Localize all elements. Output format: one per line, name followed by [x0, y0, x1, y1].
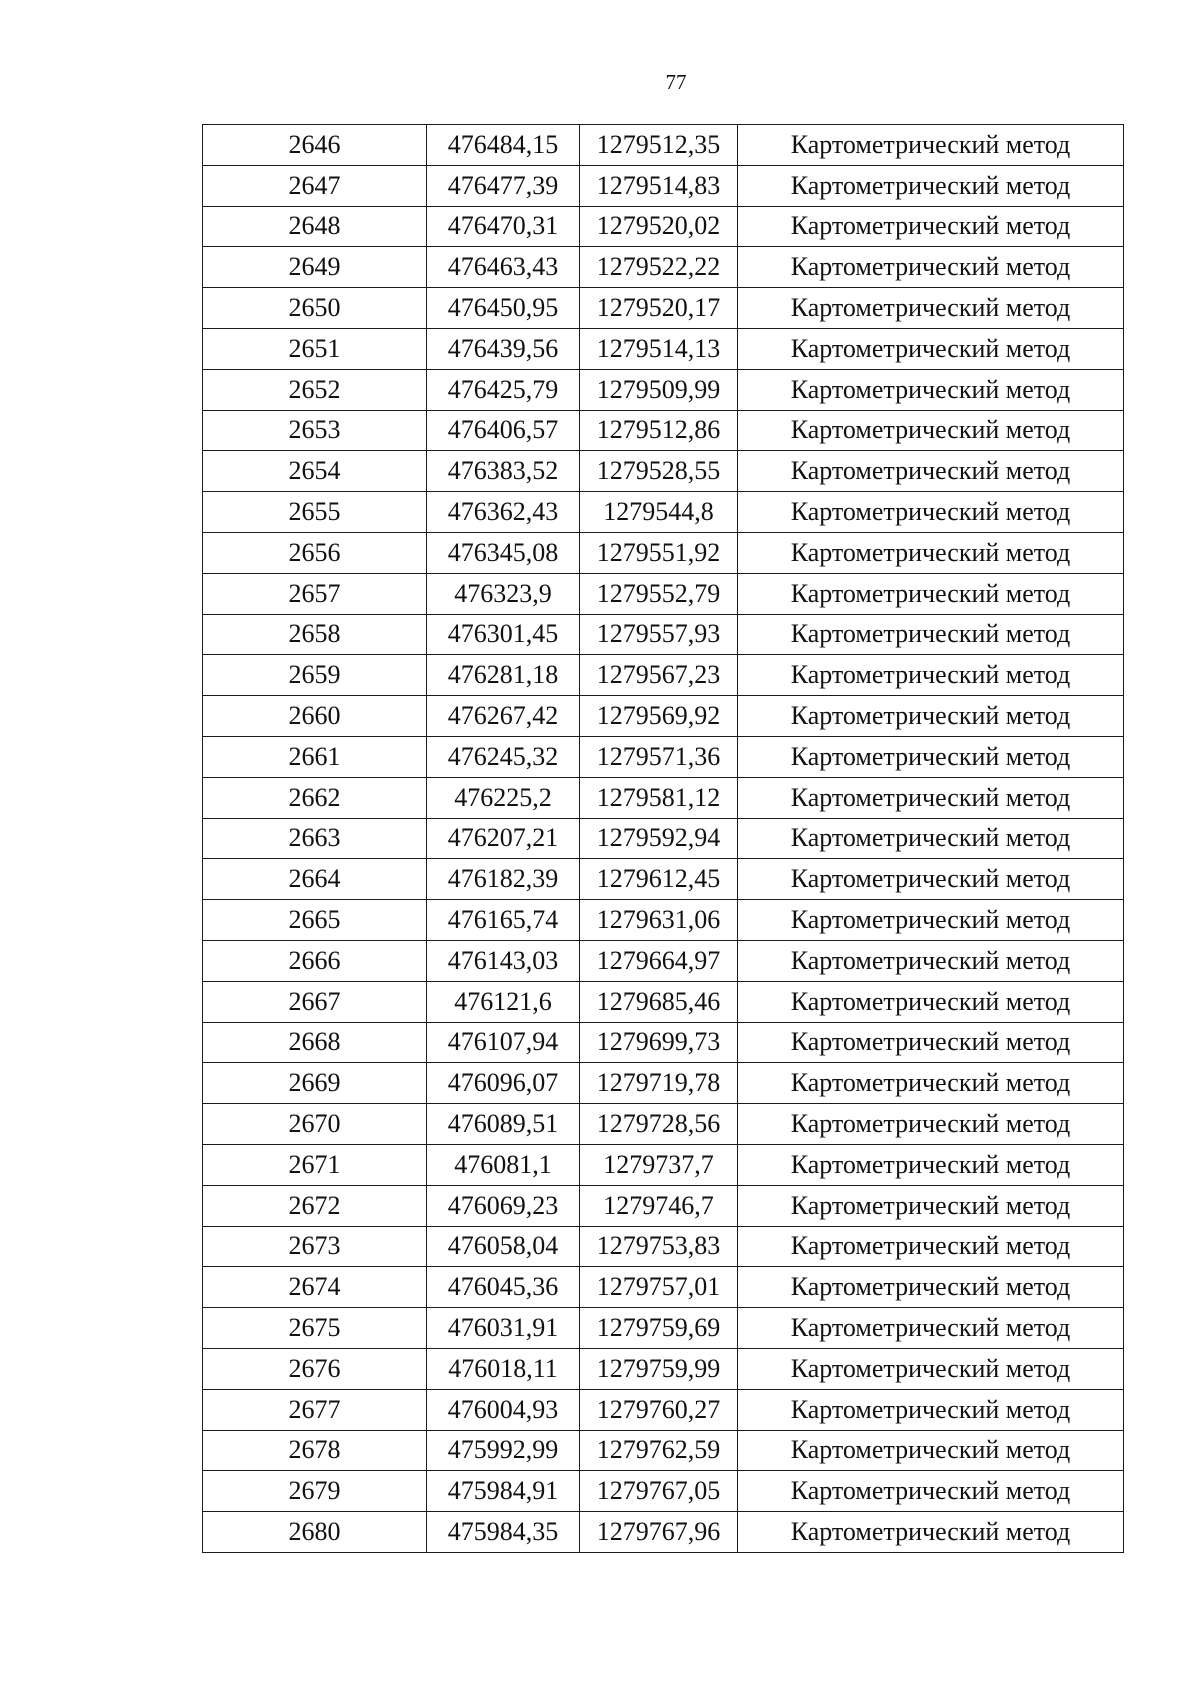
x-coordinate-cell: 476439,56	[427, 328, 580, 369]
point-number-cell: 2679	[203, 1471, 427, 1512]
y-coordinate-cell: 1279753,83	[580, 1226, 738, 1267]
x-coordinate-cell: 475984,91	[427, 1471, 580, 1512]
point-number-cell: 2651	[203, 328, 427, 369]
method-cell: Картометрический метод	[738, 818, 1124, 859]
x-coordinate-cell: 476182,39	[427, 859, 580, 900]
table-row	[203, 818, 1124, 859]
x-coordinate-cell: 476081,1	[427, 1144, 580, 1185]
x-coordinate-cell: 475984,35	[427, 1512, 580, 1553]
point-number-cell: 2678	[203, 1430, 427, 1471]
table-row	[203, 900, 1124, 941]
method-cell: Картометрический метод	[738, 451, 1124, 492]
x-coordinate-cell: 476463,43	[427, 247, 580, 288]
y-coordinate-cell: 1279520,02	[580, 206, 738, 247]
coordinates-table	[202, 124, 1124, 1553]
method-cell: Картометрический метод	[738, 1348, 1124, 1389]
table-row	[203, 736, 1124, 777]
method-cell: Картометрический метод	[738, 328, 1124, 369]
method-cell: Картометрический метод	[738, 940, 1124, 981]
x-coordinate-cell: 475992,99	[427, 1430, 580, 1471]
point-number-cell: 2647	[203, 165, 427, 206]
point-number-cell: 2656	[203, 532, 427, 573]
table-row	[203, 859, 1124, 900]
x-coordinate-cell: 476004,93	[427, 1389, 580, 1430]
table-row	[203, 1144, 1124, 1185]
x-coordinate-cell: 476089,51	[427, 1104, 580, 1145]
point-number-cell: 2650	[203, 288, 427, 329]
point-number-cell: 2663	[203, 818, 427, 859]
y-coordinate-cell: 1279757,01	[580, 1267, 738, 1308]
method-cell: Картометрический метод	[738, 247, 1124, 288]
method-cell: Картометрический метод	[738, 410, 1124, 451]
table-row	[203, 1022, 1124, 1063]
method-cell: Картометрический метод	[738, 369, 1124, 410]
point-number-cell: 2655	[203, 492, 427, 533]
x-coordinate-cell: 476267,42	[427, 696, 580, 737]
x-coordinate-cell: 476323,9	[427, 573, 580, 614]
method-cell: Картометрический метод	[738, 900, 1124, 941]
x-coordinate-cell: 476345,08	[427, 532, 580, 573]
method-cell: Картометрический метод	[738, 288, 1124, 329]
y-coordinate-cell: 1279509,99	[580, 369, 738, 410]
point-number-cell: 2671	[203, 1144, 427, 1185]
y-coordinate-cell: 1279571,36	[580, 736, 738, 777]
method-cell: Картометрический метод	[738, 1226, 1124, 1267]
point-number-cell: 2667	[203, 981, 427, 1022]
x-coordinate-cell: 476425,79	[427, 369, 580, 410]
y-coordinate-cell: 1279569,92	[580, 696, 738, 737]
y-coordinate-cell: 1279552,79	[580, 573, 738, 614]
x-coordinate-cell: 476165,74	[427, 900, 580, 941]
method-cell: Картометрический метод	[738, 696, 1124, 737]
table-row	[203, 573, 1124, 614]
method-cell: Картометрический метод	[738, 1104, 1124, 1145]
table-row	[203, 614, 1124, 655]
point-number-cell: 2646	[203, 125, 427, 166]
point-number-cell: 2664	[203, 859, 427, 900]
table-row	[203, 981, 1124, 1022]
point-number-cell: 2676	[203, 1348, 427, 1389]
method-cell: Картометрический метод	[738, 655, 1124, 696]
y-coordinate-cell: 1279551,92	[580, 532, 738, 573]
y-coordinate-cell: 1279685,46	[580, 981, 738, 1022]
point-number-cell: 2668	[203, 1022, 427, 1063]
y-coordinate-cell: 1279631,06	[580, 900, 738, 941]
method-cell: Картометрический метод	[738, 125, 1124, 166]
x-coordinate-cell: 476245,32	[427, 736, 580, 777]
y-coordinate-cell: 1279522,22	[580, 247, 738, 288]
method-cell: Картометрический метод	[738, 1144, 1124, 1185]
x-coordinate-cell: 476477,39	[427, 165, 580, 206]
x-coordinate-cell: 476484,15	[427, 125, 580, 166]
method-cell: Картометрический метод	[738, 1267, 1124, 1308]
table-row	[203, 451, 1124, 492]
method-cell: Картометрический метод	[738, 981, 1124, 1022]
y-coordinate-cell: 1279728,56	[580, 1104, 738, 1145]
point-number-cell: 2658	[203, 614, 427, 655]
y-coordinate-cell: 1279514,13	[580, 328, 738, 369]
method-cell: Картометрический метод	[738, 1471, 1124, 1512]
table-row	[203, 369, 1124, 410]
method-cell: Картометрический метод	[738, 1389, 1124, 1430]
table-row	[203, 1104, 1124, 1145]
x-coordinate-cell: 476470,31	[427, 206, 580, 247]
x-coordinate-cell: 476281,18	[427, 655, 580, 696]
y-coordinate-cell: 1279567,23	[580, 655, 738, 696]
method-cell: Картометрический метод	[738, 1308, 1124, 1349]
y-coordinate-cell: 1279737,7	[580, 1144, 738, 1185]
point-number-cell: 2660	[203, 696, 427, 737]
table-row	[203, 206, 1124, 247]
x-coordinate-cell: 476018,11	[427, 1348, 580, 1389]
y-coordinate-cell: 1279557,93	[580, 614, 738, 655]
method-cell: Картометрический метод	[738, 859, 1124, 900]
method-cell: Картометрический метод	[738, 165, 1124, 206]
method-cell: Картометрический метод	[738, 1022, 1124, 1063]
point-number-cell: 2653	[203, 410, 427, 451]
x-coordinate-cell: 476225,2	[427, 777, 580, 818]
y-coordinate-cell: 1279512,35	[580, 125, 738, 166]
table-row	[203, 777, 1124, 818]
point-number-cell: 2673	[203, 1226, 427, 1267]
table-row	[203, 1267, 1124, 1308]
point-number-cell: 2680	[203, 1512, 427, 1553]
x-coordinate-cell: 476406,57	[427, 410, 580, 451]
x-coordinate-cell: 476383,52	[427, 451, 580, 492]
y-coordinate-cell: 1279612,45	[580, 859, 738, 900]
table-row	[203, 1348, 1124, 1389]
point-number-cell: 2665	[203, 900, 427, 941]
x-coordinate-cell: 476450,95	[427, 288, 580, 329]
y-coordinate-cell: 1279520,17	[580, 288, 738, 329]
point-number-cell: 2648	[203, 206, 427, 247]
coordinates-table-body	[203, 125, 1124, 1553]
point-number-cell: 2657	[203, 573, 427, 614]
table-row	[203, 492, 1124, 533]
table-row	[203, 247, 1124, 288]
table-row	[203, 1512, 1124, 1553]
point-number-cell: 2672	[203, 1185, 427, 1226]
y-coordinate-cell: 1279514,83	[580, 165, 738, 206]
x-coordinate-cell: 476096,07	[427, 1063, 580, 1104]
table-row	[203, 1185, 1124, 1226]
y-coordinate-cell: 1279581,12	[580, 777, 738, 818]
method-cell: Картометрический метод	[738, 1185, 1124, 1226]
method-cell: Картометрический метод	[738, 777, 1124, 818]
y-coordinate-cell: 1279767,05	[580, 1471, 738, 1512]
method-cell: Картометрический метод	[738, 736, 1124, 777]
table-row	[203, 1063, 1124, 1104]
table-row	[203, 532, 1124, 573]
table-row	[203, 655, 1124, 696]
y-coordinate-cell: 1279762,59	[580, 1430, 738, 1471]
point-number-cell: 2669	[203, 1063, 427, 1104]
x-coordinate-cell: 476207,21	[427, 818, 580, 859]
point-number-cell: 2661	[203, 736, 427, 777]
x-coordinate-cell: 476107,94	[427, 1022, 580, 1063]
x-coordinate-cell: 476045,36	[427, 1267, 580, 1308]
x-coordinate-cell: 476143,03	[427, 940, 580, 981]
table-row	[203, 1226, 1124, 1267]
table-row	[203, 1308, 1124, 1349]
point-number-cell: 2670	[203, 1104, 427, 1145]
x-coordinate-cell: 476058,04	[427, 1226, 580, 1267]
method-cell: Картометрический метод	[738, 614, 1124, 655]
y-coordinate-cell: 1279746,7	[580, 1185, 738, 1226]
point-number-cell: 2675	[203, 1308, 427, 1349]
y-coordinate-cell: 1279512,86	[580, 410, 738, 451]
y-coordinate-cell: 1279544,8	[580, 492, 738, 533]
method-cell: Картометрический метод	[738, 573, 1124, 614]
x-coordinate-cell: 476121,6	[427, 981, 580, 1022]
table-row	[203, 696, 1124, 737]
y-coordinate-cell: 1279699,73	[580, 1022, 738, 1063]
point-number-cell: 2674	[203, 1267, 427, 1308]
point-number-cell: 2677	[203, 1389, 427, 1430]
y-coordinate-cell: 1279759,69	[580, 1308, 738, 1349]
method-cell: Картометрический метод	[738, 1430, 1124, 1471]
table-row	[203, 328, 1124, 369]
table-row	[203, 125, 1124, 166]
y-coordinate-cell: 1279592,94	[580, 818, 738, 859]
table-row	[203, 940, 1124, 981]
y-coordinate-cell: 1279760,27	[580, 1389, 738, 1430]
point-number-cell: 2649	[203, 247, 427, 288]
table-row	[203, 165, 1124, 206]
method-cell: Картометрический метод	[738, 206, 1124, 247]
table-row	[203, 1389, 1124, 1430]
point-number-cell: 2666	[203, 940, 427, 981]
point-number-cell: 2662	[203, 777, 427, 818]
point-number-cell: 2654	[203, 451, 427, 492]
method-cell: Картометрический метод	[738, 1063, 1124, 1104]
table-row	[203, 288, 1124, 329]
y-coordinate-cell: 1279767,96	[580, 1512, 738, 1553]
x-coordinate-cell: 476069,23	[427, 1185, 580, 1226]
method-cell: Картометрический метод	[738, 1512, 1124, 1553]
x-coordinate-cell: 476362,43	[427, 492, 580, 533]
page-number: 77	[665, 70, 687, 94]
method-cell: Картометрический метод	[738, 492, 1124, 533]
x-coordinate-cell: 476031,91	[427, 1308, 580, 1349]
x-coordinate-cell: 476301,45	[427, 614, 580, 655]
y-coordinate-cell: 1279664,97	[580, 940, 738, 981]
point-number-cell: 2652	[203, 369, 427, 410]
point-number-cell: 2659	[203, 655, 427, 696]
table-row	[203, 1430, 1124, 1471]
y-coordinate-cell: 1279719,78	[580, 1063, 738, 1104]
y-coordinate-cell: 1279759,99	[580, 1348, 738, 1389]
table-row	[203, 410, 1124, 451]
method-cell: Картометрический метод	[738, 532, 1124, 573]
y-coordinate-cell: 1279528,55	[580, 451, 738, 492]
table-row	[203, 1471, 1124, 1512]
